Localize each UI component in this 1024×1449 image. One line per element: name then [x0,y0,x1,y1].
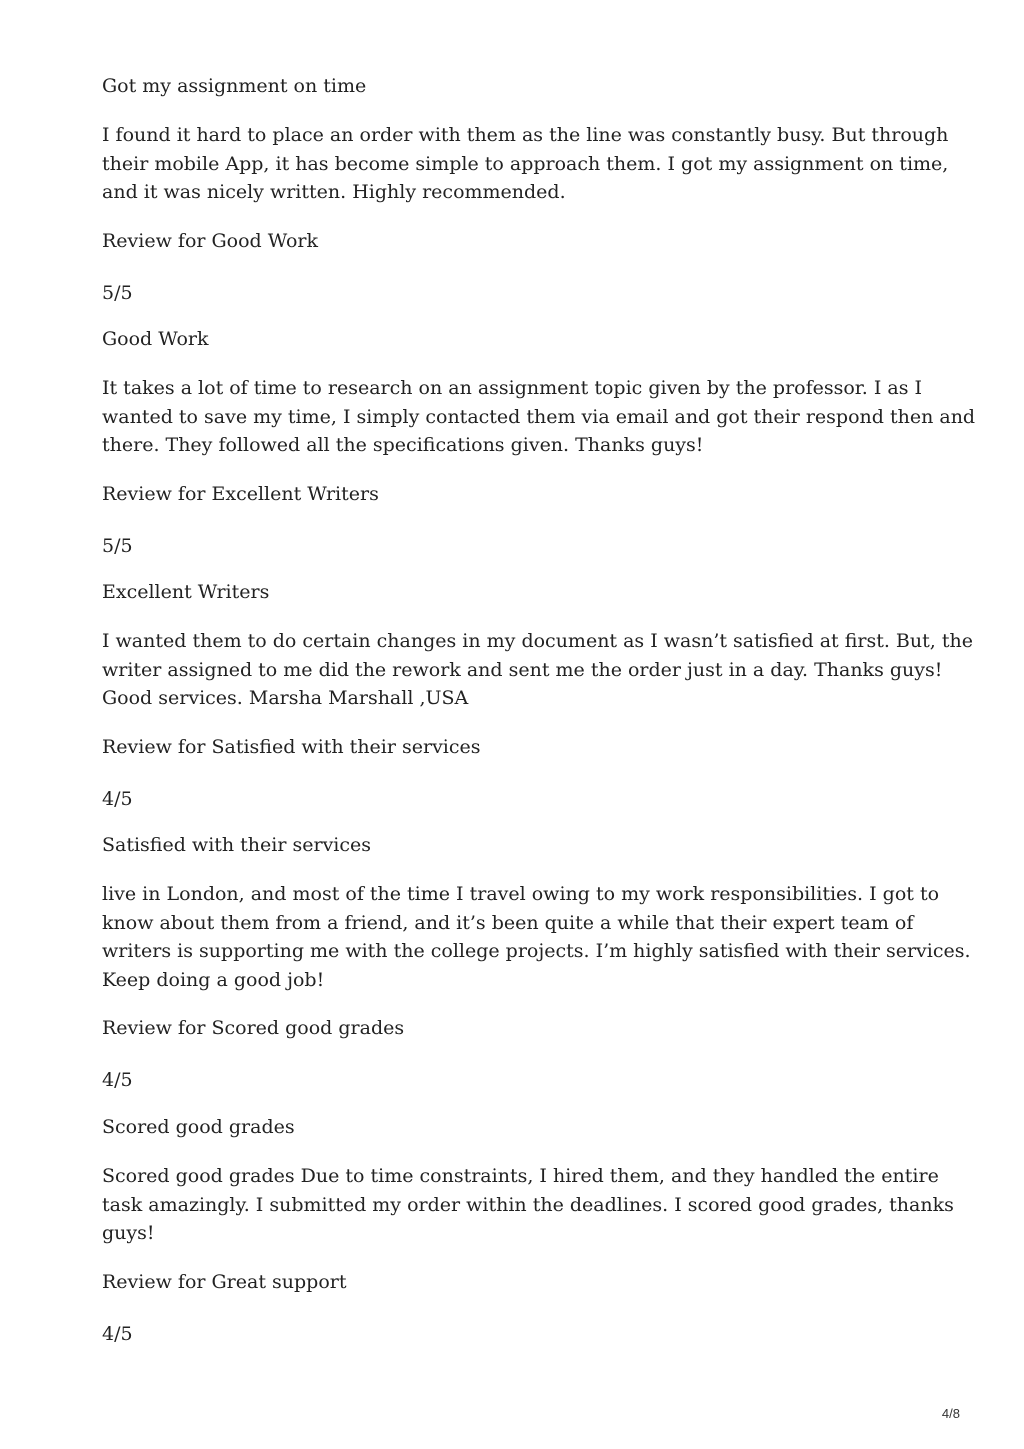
review-heading: Review for Scored good grades [102,1017,405,1039]
review-body [102,374,976,460]
review-body-line: live in London, and most of the time I travel owing to my work responsibilities. I got to [102,883,940,905]
review-rating: 5/5 [102,282,133,304]
review-body-line: and it was nicely written. Highly recommended. [102,181,566,203]
review-body-line: It takes a lot of time to research on an assignment topic given by the professor. I as I [102,377,923,399]
page-number: 4/8 [941,1406,960,1421]
review-body-line: task amazingly. I submitted my order within the deadlines. I scored good grades, thanks [102,1193,954,1216]
review-rating: 4/5 [102,1069,133,1091]
review-body-line: I wanted them to do certain changes in my document as I wasn’t satisfied at first. But, the [102,630,973,652]
review-body-line: Good services. Marsha Marshall ,USA [102,687,469,709]
review-body-line: Keep doing a good job! [102,968,325,991]
review-rating: 4/5 [102,788,133,810]
review-title: Excellent Writers [102,581,270,603]
review-rating: 4/5 [102,1323,133,1345]
review-body [102,627,973,713]
review-body-line: know about them from a friend, and it’s been quite a while that their expert team of [102,911,914,934]
review-body [102,121,949,207]
review-body-line: writer assigned to me did the rework and sent me the order just in a day. Thanks guys! [102,658,943,681]
review-title: Scored good grades [102,1116,295,1138]
review-rating: 5/5 [102,535,133,557]
review-body [102,1162,954,1248]
review-title: Good Work [102,328,209,350]
review-body-line: their mobile App, it has become simple to approach them. I got my assignment on time, [102,152,949,175]
review-body-line: Scored good grades Due to time constraints, I hired them, and they handled the entire [102,1165,939,1187]
review-heading: Review for Satisfied with their services [102,736,481,758]
review-body-line: I found it hard to place an order with them as the line was constantly busy. But through [102,124,949,146]
review-body-line: wanted to save my time, I simply contacted them via email and got their respond then and [102,405,976,428]
review-title: Got my assignment on time [102,75,367,97]
review-body [102,880,971,994]
review-body-line: writers is supporting me with the college projects. I’m highly satisfied with their services. [102,940,971,962]
review-body-line: guys! [102,1222,155,1244]
review-heading: Review for Great support [102,1271,347,1293]
review-heading: Review for Excellent Writers [102,483,379,505]
review-title: Satisfied with their services [102,834,372,856]
review-heading: Review for Good Work [102,230,319,252]
review-body-line: there. They followed all the specifications given. Thanks guys! [102,434,704,456]
